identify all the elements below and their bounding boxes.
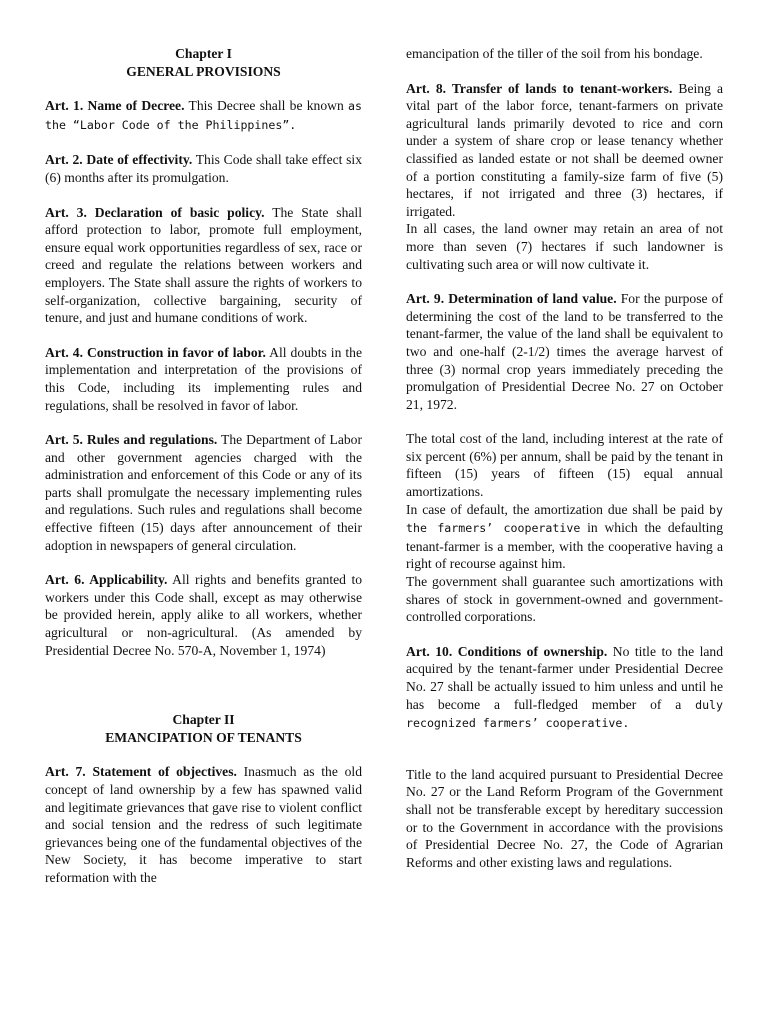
- article-9-paragraph-4: The government shall guarantee such amortizations with shares of stock in government-owned and government-controlled corporations.: [406, 574, 723, 625]
- article-2: [45, 151, 362, 186]
- article-10-heading: Art. 10. Conditions of ownership.: [406, 643, 608, 659]
- article-6-heading: Art. 6. Applicability.: [45, 572, 168, 588]
- article-10: [406, 643, 723, 733]
- chapter-1-title: Chapter I: [175, 46, 232, 61]
- article-10-cooperative-phrase: duly recognized farmers’ cooperative.: [406, 697, 724, 731]
- article-3-text: The State shall afford protection to labor, promote full employment, ensure equal work opportunities regardless of sex, race or creed and regulate the relations between workers and employers. The State shall assure the rights of workers to self-organization, collective bargaining, security of tenure, and just and humane conditions of work.: [45, 204, 362, 326]
- article-5: [45, 431, 362, 554]
- article-9-text: For the purpose of determining the cost of the land to be transferred to the tenant-farmer, the value of the land shall be equivalent to two and one-half (2-1/2) times the average harvest of three (3) normal crop years immediately preceding the promulgation of Presidential Decree No. 27 on October 21, 1972.: [406, 291, 723, 412]
- article-10-text: No title to the land acquired by the tenant-farmer under Presidential Decree No. 27 shall be actually issued to him unless and until he has become a full-fledged member of a: [406, 643, 723, 712]
- article-2-text: This Code shall take effect six (6) months after its promulgation.: [45, 152, 362, 185]
- article-9-paragraph-3-end: in which the defaulting tenant-farmer is a member, with the cooperative having a right of recourse against him.: [406, 520, 723, 572]
- article-1-title-line: as the “Labor Code of the Philippines”.: [45, 99, 363, 132]
- article-3-heading: Art. 3. Declaration of basic policy.: [45, 204, 265, 220]
- chapter-2-subtitle: EMANCIPATION OF TENANTS: [105, 729, 302, 745]
- article-6: [45, 571, 362, 659]
- article-6-text: All rights and benefits granted to workers under this Code shall, except as may otherwise be provided herein, apply alike to all workers, whether agricultural or non-agricultural. (As amended by Presidential Decree No. 570-A, November 1, 1974): [45, 572, 363, 658]
- article-1-heading: Art. 1. Name of Decree.: [45, 98, 185, 114]
- article-8-text: Being a vital part of the labor force, tenant-farmers on private agricultural lands primarily devoted to rice and corn under a system of share crop or lease tenancy whether classified as landed estate or not shall be deemed owner of a portion constituting a family-size farm of five (5) hectares, if not irrigated and three (3) hectares, if irrigated.: [406, 80, 723, 219]
- article-7-continued: emancipation of the tiller of the soil from his bondage.: [406, 46, 703, 61]
- chapter-1-subtitle: GENERAL PROVISIONS: [126, 63, 281, 79]
- article-9-cooperative-phrase: by the farmers’ cooperative: [406, 502, 723, 536]
- article-5-heading: Art. 5. Rules and regulations.: [45, 432, 218, 448]
- article-9-heading: Art. 9. Determination of land value.: [406, 291, 617, 307]
- article-10-paragraph-2: Title to the land acquired pursuant to Presidential Decree No. 27 or the Land Reform Program of the Government shall not be transferable except by hereditary succession or to the Government in accordance with the provisions of Presidential Decree No. 27, the Code of Agrarian Reforms and other existing laws and regulations.: [406, 766, 723, 870]
- article-8-paragraph-2: In all cases, the land owner may retain an area of not more than seven (7) hectares if such landowner is cultivating such area or will now cultivate it.: [406, 221, 723, 272]
- article-7: [45, 763, 362, 886]
- article-9: [406, 290, 723, 413]
- article-1: [45, 97, 362, 134]
- article-2-heading: Art. 2. Date of effectivity.: [45, 152, 193, 168]
- right-column: [406, 45, 723, 871]
- article-4-heading: Art. 4. Construction in favor of labor.: [45, 344, 266, 360]
- article-9-paragraph-2: The total cost of the land, including interest at the rate of six percent (6%) per annum, shall be paid by the tenant in fifteen (15) years of fifteen (15) equal annual amortizations.: [406, 431, 723, 500]
- chapter-2-title: Chapter II: [172, 712, 235, 728]
- left-column: [45, 45, 362, 887]
- article-4: [45, 344, 362, 414]
- article-3: [45, 204, 362, 327]
- article-8: [406, 80, 723, 221]
- article-7-text: Inasmuch as the old concept of land ownership by a few has spawned valid and legitimate grievances that gave rise to violent conflict and social tension and the redress of such legitimate grievances being one of the fundamental objectives of the New Society, it has become imperative to start reformation with the: [45, 764, 362, 885]
- article-9-paragraph-3: [406, 501, 723, 573]
- article-7-heading: Art. 7. Statement of objectives.: [45, 764, 237, 780]
- article-9-paragraph-3-start: In case of default, the amortization due shall be paid: [406, 501, 705, 517]
- article-1-text: This Decree shall be known: [184, 98, 344, 114]
- article-5-text: The Department of Labor and other government agencies charged with the administration and enforcement of this Code or any of its parts shall promulgate the necessary implementing rules and regulations. Such rules and regulations shall become effective fifteen (15) days after announcement of their adoption in newspapers of general circulation.: [45, 432, 362, 553]
- article-8-heading: Art. 8. Transfer of lands to tenant-workers.: [406, 80, 673, 96]
- article-4-text: All doubts in the implementation and interpretation of the provisions of this Code, including its implementing rules and regulations, shall be resolved in favor of labor.: [45, 344, 362, 413]
